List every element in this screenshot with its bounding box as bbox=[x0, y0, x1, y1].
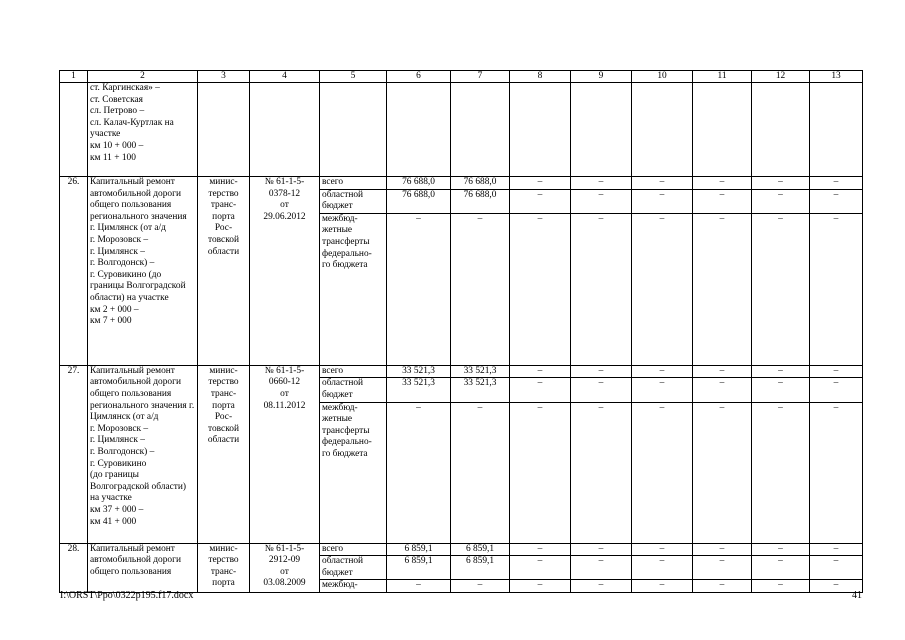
col-header: 6 bbox=[387, 71, 451, 83]
col-header: 10 bbox=[632, 71, 693, 83]
table-row bbox=[60, 543, 863, 556]
value-cell: – bbox=[810, 580, 863, 593]
value-cell: – bbox=[810, 177, 863, 190]
value-cell: – bbox=[752, 189, 810, 213]
document-cell: № 61-1-5- 2912-09 от 03.08.2009 bbox=[250, 543, 320, 592]
value-cell: – bbox=[387, 402, 451, 543]
value-cell: – bbox=[632, 189, 693, 213]
col-header: 8 bbox=[510, 71, 571, 83]
table-row bbox=[60, 83, 863, 177]
value-cell: – bbox=[387, 213, 451, 365]
value-cell: 33 521,3 bbox=[387, 378, 451, 402]
col-header: 12 bbox=[752, 71, 810, 83]
value-cell: 6 859,1 bbox=[387, 556, 451, 580]
value-cell: – bbox=[632, 365, 693, 378]
value-cell: – bbox=[510, 378, 571, 402]
col-header: 11 bbox=[693, 71, 752, 83]
value-cell: – bbox=[387, 580, 451, 593]
cell-empty bbox=[752, 83, 810, 177]
value-cell: – bbox=[451, 402, 510, 543]
source-label: межбюд- bbox=[320, 580, 387, 593]
value-cell: – bbox=[632, 580, 693, 593]
document-cell: № 61-1-5- 0378-12 от 29.06.2012 bbox=[250, 177, 320, 366]
cell-empty bbox=[810, 83, 863, 177]
value-cell: – bbox=[632, 556, 693, 580]
value-cell: – bbox=[510, 556, 571, 580]
value-cell: – bbox=[752, 402, 810, 543]
organization-cell: минис- терство транс- порта bbox=[198, 543, 250, 592]
financing-table bbox=[59, 70, 863, 593]
value-cell: – bbox=[510, 189, 571, 213]
value-cell: 33 521,3 bbox=[451, 378, 510, 402]
value-cell: – bbox=[752, 543, 810, 556]
value-cell: – bbox=[693, 177, 752, 190]
cell-empty bbox=[571, 83, 632, 177]
value-cell: – bbox=[810, 543, 863, 556]
value-cell: – bbox=[693, 543, 752, 556]
cell-empty bbox=[60, 83, 88, 177]
row-number: 28. bbox=[60, 543, 88, 592]
value-cell: – bbox=[571, 580, 632, 593]
value-cell: – bbox=[632, 213, 693, 365]
col-header: 7 bbox=[451, 71, 510, 83]
value-cell: – bbox=[571, 378, 632, 402]
source-label: межбюд- жетные трансферты федерально- го бюджета bbox=[320, 402, 387, 543]
source-label: всего bbox=[320, 543, 387, 556]
value-cell: 6 859,1 bbox=[451, 543, 510, 556]
value-cell: – bbox=[571, 402, 632, 543]
cell-empty bbox=[451, 83, 510, 177]
value-cell: – bbox=[810, 189, 863, 213]
value-cell: 33 521,3 bbox=[387, 365, 451, 378]
value-cell: – bbox=[810, 365, 863, 378]
source-label: областной бюджет bbox=[320, 378, 387, 402]
value-cell: – bbox=[810, 378, 863, 402]
value-cell: – bbox=[632, 177, 693, 190]
cell-empty bbox=[693, 83, 752, 177]
value-cell: – bbox=[752, 365, 810, 378]
value-cell: – bbox=[632, 402, 693, 543]
value-cell: – bbox=[571, 177, 632, 190]
value-cell: – bbox=[451, 213, 510, 365]
value-cell: – bbox=[632, 543, 693, 556]
cell-empty bbox=[320, 83, 387, 177]
value-cell: – bbox=[810, 556, 863, 580]
object-name-cell: Капитальный ремонт автомобильной дороги общего пользования регионального значения г. Цимлянск (от а/д г. Морозовск – г. Цимлянск – г. Волгодонск) – г. Суровикино (до границы Волгоградской области) на участке км 37 + 000 – км 41 + 000 bbox=[88, 365, 198, 543]
col-header: 5 bbox=[320, 71, 387, 83]
object-name-cell: ст. Каргинская» – ст. Советская сл. Петрово – сл. Калач-Куртлак на участке км 10 + 000 – км 11 + 100 bbox=[88, 83, 198, 177]
value-cell: – bbox=[451, 580, 510, 593]
source-label: всего bbox=[320, 365, 387, 378]
col-header: 1 bbox=[60, 71, 88, 83]
row-number: 26. bbox=[60, 177, 88, 366]
object-name-cell: Капитальный ремонт автомобильной дороги общего пользования bbox=[88, 543, 198, 592]
value-cell: 76 688,0 bbox=[387, 177, 451, 190]
value-cell: 76 688,0 bbox=[387, 189, 451, 213]
col-header: 13 bbox=[810, 71, 863, 83]
value-cell: – bbox=[752, 580, 810, 593]
value-cell: – bbox=[632, 378, 693, 402]
source-label: областной бюджет bbox=[320, 189, 387, 213]
value-cell: – bbox=[510, 402, 571, 543]
row-number: 27. bbox=[60, 365, 88, 543]
page-number: 41 bbox=[852, 590, 862, 601]
value-cell: – bbox=[571, 365, 632, 378]
value-cell: – bbox=[752, 213, 810, 365]
value-cell: – bbox=[693, 365, 752, 378]
value-cell: 6 859,1 bbox=[387, 543, 451, 556]
col-header: 4 bbox=[250, 71, 320, 83]
cell-empty bbox=[632, 83, 693, 177]
col-header: 9 bbox=[571, 71, 632, 83]
value-cell: – bbox=[810, 213, 863, 365]
col-header: 3 bbox=[198, 71, 250, 83]
col-header: 2 bbox=[88, 71, 198, 83]
value-cell: – bbox=[693, 556, 752, 580]
footer-file-path: I:\ORST\Ppo\0322p195.f17.docx bbox=[60, 590, 194, 601]
value-cell: – bbox=[510, 177, 571, 190]
value-cell: – bbox=[510, 365, 571, 378]
header-row bbox=[60, 71, 863, 83]
value-cell: – bbox=[693, 213, 752, 365]
cell-empty bbox=[250, 83, 320, 177]
value-cell: – bbox=[571, 213, 632, 365]
organization-cell: минис- терство транс- порта Рос- товской области bbox=[198, 177, 250, 366]
source-label: областной бюджет bbox=[320, 556, 387, 580]
value-cell: – bbox=[510, 580, 571, 593]
value-cell: 6 859,1 bbox=[451, 556, 510, 580]
document-cell: № 61-1-5- 0660-12 от 08.11.2012 bbox=[250, 365, 320, 543]
value-cell: – bbox=[693, 580, 752, 593]
source-label: межбюд- жетные трансферты федерально- го бюджета bbox=[320, 213, 387, 365]
value-cell: – bbox=[571, 543, 632, 556]
value-cell: – bbox=[693, 189, 752, 213]
value-cell: – bbox=[571, 556, 632, 580]
table-row bbox=[60, 177, 863, 190]
cell-empty bbox=[198, 83, 250, 177]
organization-cell: минис- терство транс- порта Рос- товской области bbox=[198, 365, 250, 543]
table-row bbox=[60, 365, 863, 378]
value-cell: 33 521,3 bbox=[451, 365, 510, 378]
cell-empty bbox=[387, 83, 451, 177]
value-cell: 76 688,0 bbox=[451, 177, 510, 190]
object-name-cell: Капитальный ремонт автомобильной дороги общего пользования регионального значения г. Цимлянск (от а/д г. Морозовск – г. Цимлянск – г. Волгодонск) – г. Суровикино (до границы Волгоградской области) на участке км 2 + 000 – км 7 + 000 bbox=[88, 177, 198, 366]
value-cell: – bbox=[693, 378, 752, 402]
value-cell: – bbox=[752, 378, 810, 402]
source-label: всего bbox=[320, 177, 387, 190]
value-cell: – bbox=[693, 402, 752, 543]
value-cell: – bbox=[752, 177, 810, 190]
value-cell: – bbox=[510, 213, 571, 365]
value-cell: – bbox=[810, 402, 863, 543]
cell-empty bbox=[510, 83, 571, 177]
value-cell: – bbox=[752, 556, 810, 580]
value-cell: 76 688,0 bbox=[451, 189, 510, 213]
value-cell: – bbox=[571, 189, 632, 213]
value-cell: – bbox=[510, 543, 571, 556]
